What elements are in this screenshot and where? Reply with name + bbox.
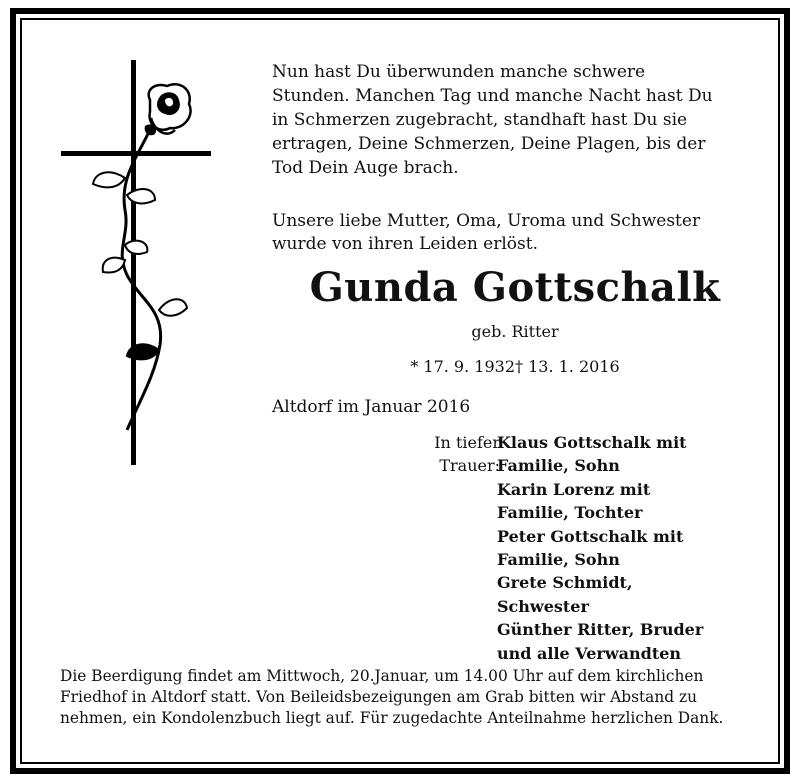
mourner-line: Schwester bbox=[497, 596, 589, 616]
intro-text: Unsere liebe Mutter, Oma, Uroma und Schwester wurde von ihren Leiden erlöst. bbox=[272, 211, 701, 254]
deceased-name: Gunda Gottschalk bbox=[309, 264, 721, 311]
mourner-line: Familie, Sohn bbox=[497, 456, 620, 476]
place-date: Altdorf im Januar 2016 bbox=[272, 397, 471, 417]
funeral-notice: Die Beerdigung findet am Mittwoch, 20.Januar, um 14.00 Uhr auf dem kirchlichen Friedhof in Altdorf statt. Von Beileidsbezeigungen am Grab bitten wir Abstand zu nehmen, ein Kondolenzbuch liegt auf. Für zugedachte Anteilnahme herzlichen Dank. bbox=[60, 667, 724, 727]
mourner-line: Karin Lorenz mit bbox=[497, 479, 651, 499]
mourner-line: Günther Ritter, Bruder bbox=[497, 620, 704, 640]
life-dates: * 17. 9. 1932† 13. 1. 2016 bbox=[410, 357, 620, 376]
mourner-line: Klaus Gottschalk mit bbox=[497, 433, 687, 452]
maiden-name: geb. Ritter bbox=[471, 322, 559, 341]
mourner-line: und alle Verwandten bbox=[497, 643, 682, 663]
mourner-line: Familie, Tochter bbox=[497, 503, 643, 523]
mourner-line: Peter Gottschalk mit bbox=[497, 526, 684, 546]
rose-icon bbox=[145, 84, 191, 135]
mourner-line: Grete Schmidt, bbox=[497, 573, 633, 593]
cross-with-rose-icon bbox=[55, 60, 215, 470]
mourners-list bbox=[497, 431, 777, 665]
grief-label: In tiefer Trauer: bbox=[434, 433, 500, 475]
leaf-icon bbox=[93, 172, 187, 359]
poem bbox=[272, 60, 772, 180]
poem-text: Nun hast Du überwunden manche schwere Stunden. Manchen Tag und manche Nacht hast Du in Schmerzen zugebracht, standhaft hast Du sie ertragen, Deine Schmerzen, Deine Plagen, bis der Tod Dein Auge brach. bbox=[272, 62, 713, 178]
mourner-line: Familie, Sohn bbox=[497, 550, 620, 570]
